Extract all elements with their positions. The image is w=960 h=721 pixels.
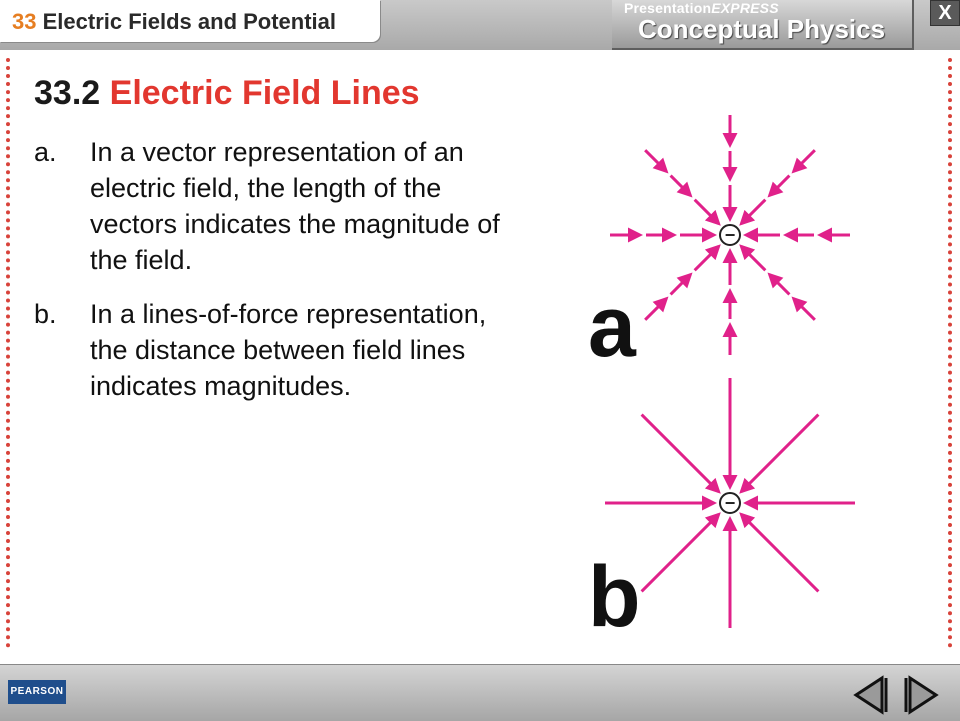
previous-slide-button[interactable] xyxy=(850,675,890,715)
field-vector-arrow xyxy=(770,275,790,295)
field-line xyxy=(642,415,719,492)
logo-line-2: Conceptual Physics xyxy=(638,14,886,44)
field-vector-arrow xyxy=(671,275,691,295)
diagram-label-b: b xyxy=(588,549,641,645)
logo-prefix: Presentation xyxy=(624,0,712,16)
field-vector-arrow xyxy=(645,150,666,171)
list-item-marker: a. xyxy=(34,137,57,167)
left-dotted-border xyxy=(6,58,10,648)
product-logo xyxy=(612,0,914,50)
field-line xyxy=(741,514,818,591)
previous-arrow-icon xyxy=(856,678,882,712)
list-item-text: In a vector representation of an electric field, the length of the vectors indicates the magnitude of the field. xyxy=(90,137,500,275)
field-vector-arrow xyxy=(695,246,719,270)
list-item-marker: b. xyxy=(34,299,57,329)
list-item-text: In a lines-of-force representation, the distance between field lines indicates magnitudes. xyxy=(90,299,487,401)
field-vector-arrow xyxy=(794,150,815,171)
field-vector-arrow xyxy=(695,200,719,224)
diagram-label-a: a xyxy=(588,279,636,375)
field-line xyxy=(741,415,818,492)
right-dotted-border xyxy=(948,58,952,648)
list-item xyxy=(34,134,514,278)
section-heading xyxy=(34,74,420,113)
chapter-tab xyxy=(0,0,380,42)
section-number: 33.2 xyxy=(34,74,101,112)
next-arrow-icon xyxy=(910,678,936,712)
charge-sign-b: − xyxy=(724,493,736,513)
logo-suffix: EXPRESS xyxy=(711,0,779,16)
field-vector-arrow xyxy=(671,176,691,196)
field-vector-arrow xyxy=(741,246,765,270)
close-button[interactable]: X xyxy=(930,0,960,26)
field-line xyxy=(642,514,719,591)
next-slide-button[interactable] xyxy=(902,675,942,715)
footer-bar xyxy=(0,664,960,721)
list-item xyxy=(34,296,514,404)
pearson-logo: PEARSON xyxy=(8,680,66,704)
charge-sign-a: − xyxy=(724,225,736,245)
field-vector-arrow xyxy=(645,299,666,320)
field-vector-arrow xyxy=(794,299,815,320)
section-title: Electric Field Lines xyxy=(109,74,420,112)
chapter-number: 33 xyxy=(12,9,37,34)
chapter-title xyxy=(12,9,336,35)
field-vector-arrow xyxy=(770,176,790,196)
field-vector-arrow xyxy=(741,200,765,224)
chapter-name: Electric Fields and Potential xyxy=(42,9,337,34)
